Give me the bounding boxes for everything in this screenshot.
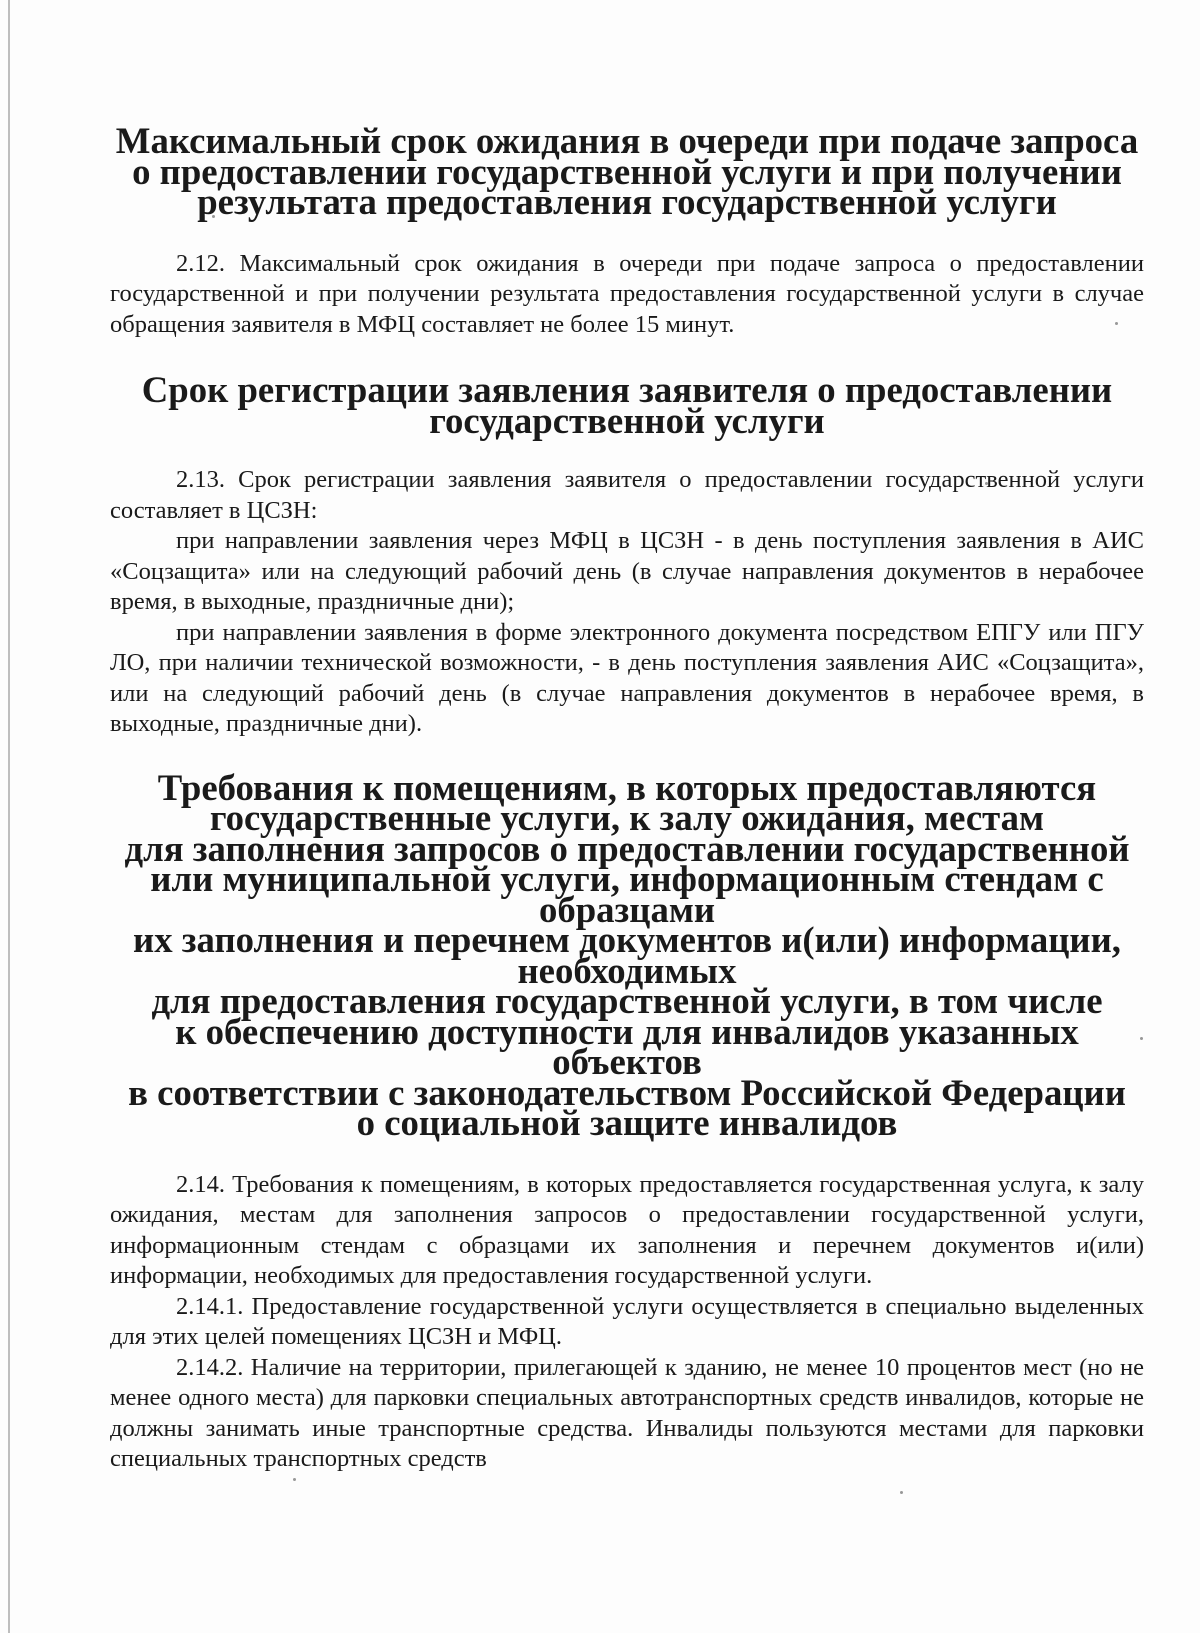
heading-line: Требования к помещениям, в которых предоставляются (157, 766, 1097, 808)
scan-speck (293, 1478, 296, 1481)
heading-line: государственные услуги, к залу ожидания, местам (209, 797, 1045, 838)
heading-line: результата предоставления государственной услуги (197, 181, 1057, 222)
heading-registration-term (110, 369, 1144, 441)
heading-line: к обеспечению доступности для инвалидов указанных объектов (175, 1010, 1079, 1082)
heading-line: Максимальный срок ожидания в очереди при подаче запроса (115, 120, 1139, 161)
heading-line: для заполнения запросов о предоставлении государственной (124, 827, 1130, 869)
scan-edge-line (8, 0, 10, 1633)
heading-premises-requirements (110, 766, 1144, 1143)
heading-line: для предоставления государственной услуги, в том числе (151, 980, 1103, 1021)
heading-line: или муниципальной услуги, информационным стендам с образцами (150, 858, 1104, 930)
heading-line: в соответствии с законодательством Российской Федерации (128, 1071, 1126, 1113)
heading-line: государственной услуги (429, 399, 825, 441)
paragraph-2-12: 2.12. Максимальный срок ожидания в очереди при подаче запроса о предоставлении государственной и при получении результата предоставления государственной услуги в случае обращения заявителя в МФЦ составляет не более 15 минут. (110, 249, 1144, 338)
heading-line: о социальной защите инвалидов (356, 1102, 898, 1143)
paragraph-2-14-1: 2.14.1. Предоставление государственной услуги осуществляется в специально выделенных для этих целей помещениях ЦСЗН и МФЦ. (110, 1292, 1144, 1350)
document-body (110, 120, 1144, 1475)
paragraph-2-13-mfc: при направлении заявления через МФЦ в ЦСЗН - в день поступления заявления в АИС «Соцзащита» или на следующий рабочий день (в случае направления документов в нерабочее время, в выходные, праздничные дни); (110, 527, 1144, 615)
scan-speck (900, 1491, 903, 1494)
paragraph-2-13-epgu: при направлении заявления в форме электронного документа посредством ЕПГУ или ПГУ ЛО, при наличии технической возможности, - в день поступления заявления АИС «Соцзащита», или на следующий рабочий день (в случае направления документов в нерабочее время, в выходные, праздничные дни). (110, 618, 1144, 737)
paragraph-2-14-2: 2.14.2. Наличие на территории, прилегающей к зданию, не менее 10 процентов мест (но не менее одного места) для парковки специальных автотранспортных средств инвалидов, которые не должны занимать иные транспортные средства. Инвалиды пользуются местами для парковки специальных транспортных средств (110, 1353, 1144, 1472)
heading-line: Срок регистрации заявления заявителя о предоставлении (141, 369, 1113, 410)
heading-line: их заполнения и перечнем документов и(или) информации, необходимых (133, 919, 1121, 991)
paragraph-2-13: 2.13. Срок регистрации заявления заявителя о предоставлении государственной услуги составляет в ЦСЗН: (110, 466, 1144, 524)
paragraph-2-14: 2.14. Требования к помещениям, в которых предоставляется государственная услуга, к залу ожидания, местам для заполнения запросов о предоставлении государственной услуги, информационным стендам с образцами их заполнения и перечнем документов и(или) информации, необходимых для предоставления государственной услуги. (110, 1170, 1144, 1289)
heading-max-wait-time (110, 120, 1144, 222)
heading-line: о предоставлении государственной услуги и при получении (132, 150, 1122, 192)
